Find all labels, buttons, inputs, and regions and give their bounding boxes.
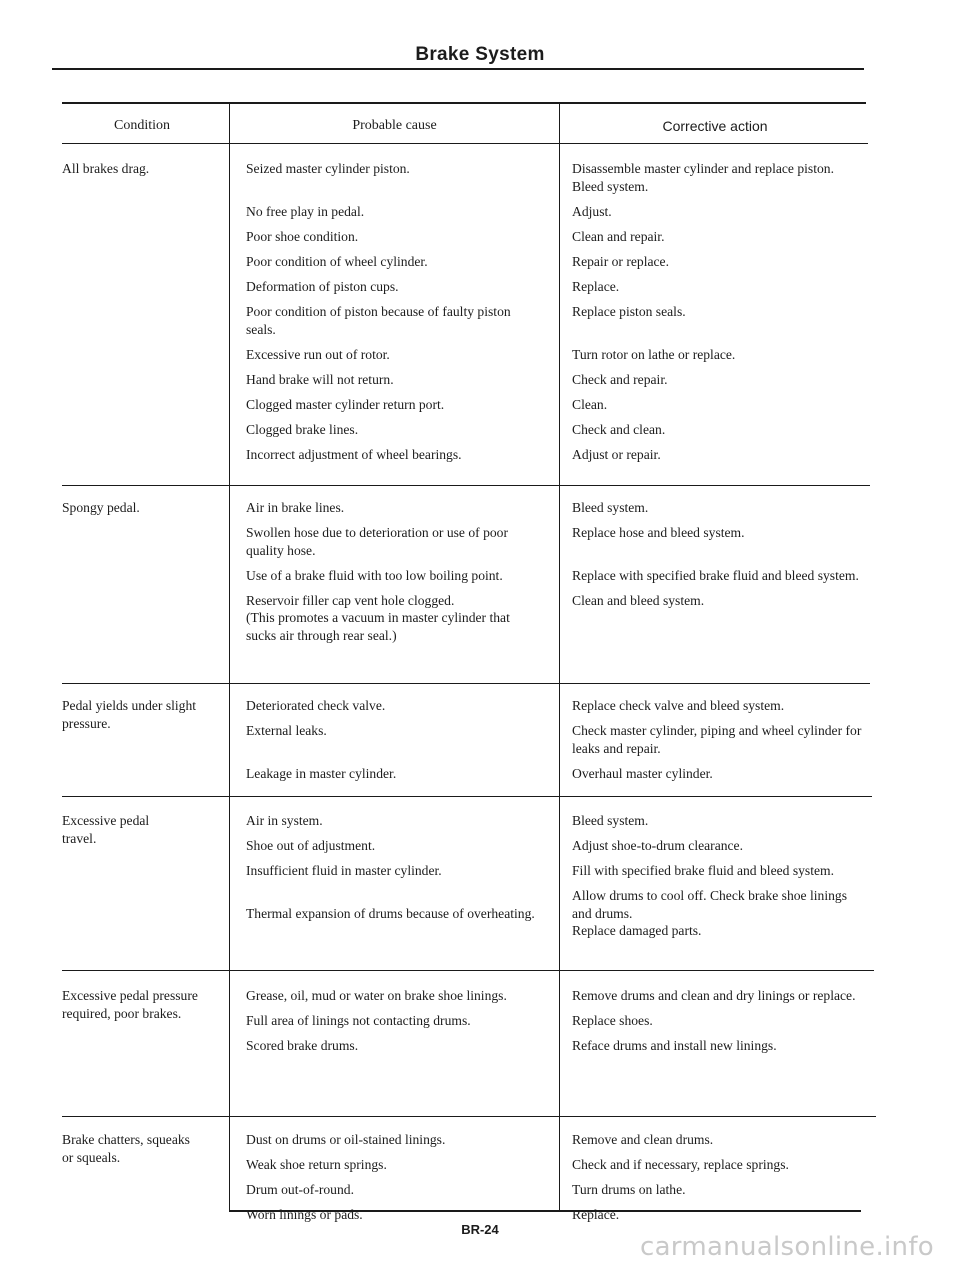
column-divider-right: [559, 103, 560, 1211]
action-item: Fill with specified brake fluid and bleed system.: [572, 863, 834, 878]
page-title: Brake System: [415, 44, 545, 65]
cause-item: Weak shoe return springs.: [246, 1157, 387, 1172]
action-cell: [572, 1131, 862, 1231]
cause-item: Seized master cylinder piston.: [246, 161, 410, 176]
cause-item: Poor shoe condition.: [246, 229, 359, 244]
action-cell: [572, 697, 862, 790]
action-item: Replace with specified brake fluid and bleed system.: [572, 568, 859, 583]
cause-item: Clogged brake lines.: [246, 421, 359, 437]
cause-item: Drum out-of-round.: [246, 1182, 354, 1197]
action-item: Replace check valve and bleed system.: [572, 698, 785, 713]
cause-item: Deteriorated check valve.: [246, 698, 386, 713]
condition-cell: Excessive pedal pressure required, poor brakes.: [62, 988, 198, 1021]
action-item: Clean.: [572, 396, 608, 412]
cause-item: Shoe out of adjustment.: [246, 838, 376, 853]
cause-item: Clogged master cylinder return port.: [246, 396, 445, 412]
action-item: Replace.: [572, 278, 620, 294]
action-item: Check and if necessary, replace springs.: [572, 1157, 789, 1172]
cause-item: Air in system.: [246, 813, 323, 828]
title-rule: [52, 68, 864, 70]
action-item: Disassemble master cylinder and replace piston. Bleed system.: [572, 161, 834, 194]
cause-item: Poor condition of wheel cylinder.: [246, 254, 428, 269]
cause-item: Worn linings or pads.: [246, 1207, 363, 1222]
table-top-rule: [62, 102, 866, 104]
row-divider: [62, 485, 870, 486]
action-item: Turn drums on lathe.: [572, 1182, 686, 1197]
action-item: Replace hose and bleed system.: [572, 525, 745, 540]
row-divider: [62, 683, 870, 684]
action-item: Reface drums and install new linings.: [572, 1038, 777, 1053]
action-item: Bleed system.: [572, 813, 649, 828]
spacer: [246, 185, 542, 203]
cause-cell: [246, 160, 542, 471]
cause-item: Reservoir filler cap vent hole clogged. (This promotes a vacuum in master cylinder that sucks air through rear seal.): [246, 592, 510, 643]
action-item: Bleed system.: [572, 500, 649, 515]
condition-cell: Brake chatters, squeaks or squeals.: [62, 1132, 190, 1165]
condition-cell: Pedal yields under slight pressure.: [62, 698, 197, 731]
row-divider: [62, 970, 874, 971]
action-item: Replace.: [572, 1207, 620, 1222]
cause-item: Dust on drums or oil-stained linings.: [246, 1132, 446, 1147]
cause-cell: [246, 1131, 542, 1231]
action-cell: [572, 812, 862, 947]
condition-cell: Spongy pedal.: [62, 500, 140, 515]
cause-item: Swollen hose due to deterioration or use of poor quality hose.: [246, 525, 508, 558]
cause-item: Incorrect adjustment of wheel bearings.: [246, 446, 462, 462]
action-item: Adjust.: [572, 203, 612, 219]
action-item: Repair or replace.: [572, 253, 669, 269]
cause-cell: [246, 812, 542, 930]
row-divider: [62, 1116, 876, 1117]
cause-item: Full area of linings not contacting drums.: [246, 1013, 471, 1028]
header-condition: Condition: [113, 118, 170, 133]
action-item: Check and clean.: [572, 421, 666, 437]
action-item: Check master cylinder, piping and wheel cylinder for leaks and repair.: [572, 723, 862, 756]
condition-cell: All brakes drag.: [62, 161, 150, 176]
cause-item: No free play in pedal.: [246, 204, 365, 219]
column-divider-left: [229, 103, 230, 1211]
cause-cell: [246, 987, 542, 1062]
cause-cell: [246, 499, 542, 652]
action-cell: [572, 987, 862, 1062]
watermark: carmanualsonline.info: [639, 1232, 934, 1262]
condition-cell: Excessive pedal travel.: [62, 813, 150, 846]
cause-item: Thermal expansion of drums because of overheating.: [246, 906, 535, 921]
action-item: Adjust or repair.: [572, 446, 661, 462]
cause-item: Excessive run out of rotor.: [246, 346, 390, 362]
cause-item: External leaks.: [246, 723, 327, 738]
action-item: Replace piston seals.: [572, 303, 686, 319]
cause-item: Insufficient fluid in master cylinder.: [246, 863, 442, 878]
header-rule: [62, 143, 868, 144]
action-item: Turn rotor on lathe or replace.: [572, 346, 736, 362]
action-item: Adjust shoe-to-drum clearance.: [572, 838, 743, 853]
action-cell: [572, 160, 862, 471]
spacer: [572, 549, 862, 567]
cause-item: Deformation of piston cups.: [246, 279, 399, 294]
cause-item: Grease, oil, mud or water on brake shoe linings.: [246, 988, 507, 1003]
cause-cell: [246, 697, 542, 790]
cause-item: Scored brake drums.: [246, 1038, 359, 1053]
cause-item: Poor condition of piston because of faulty piston seals.: [246, 304, 511, 337]
spacer: [246, 887, 542, 905]
action-item: Clean and bleed system.: [572, 593, 705, 608]
page-number: BR-24: [461, 1222, 499, 1237]
action-item: Remove and clean drums.: [572, 1132, 714, 1147]
cause-item: Air in brake lines.: [246, 500, 345, 515]
header-corrective-action: Corrective action: [662, 118, 768, 134]
spacer: [246, 747, 542, 765]
action-item: Check and repair.: [572, 371, 668, 387]
header-probable-cause: Probable cause: [352, 118, 437, 133]
action-item: Clean and repair.: [572, 228, 665, 244]
action-cell: [572, 499, 862, 617]
cause-item: Hand brake will not return.: [246, 371, 394, 387]
cause-item: Use of a brake fluid with too low boiling point.: [246, 567, 503, 583]
spacer: [572, 328, 862, 346]
action-item: Replace shoes.: [572, 1013, 653, 1028]
action-item: Allow drums to cool off. Check brake shoe linings and drums. Replace damaged parts.: [572, 888, 847, 938]
cause-item: Leakage in master cylinder.: [246, 766, 397, 781]
action-item: Remove drums and clean and dry linings or replace.: [572, 988, 856, 1003]
action-item: Overhaul master cylinder.: [572, 765, 713, 781]
row-divider: [62, 796, 872, 797]
